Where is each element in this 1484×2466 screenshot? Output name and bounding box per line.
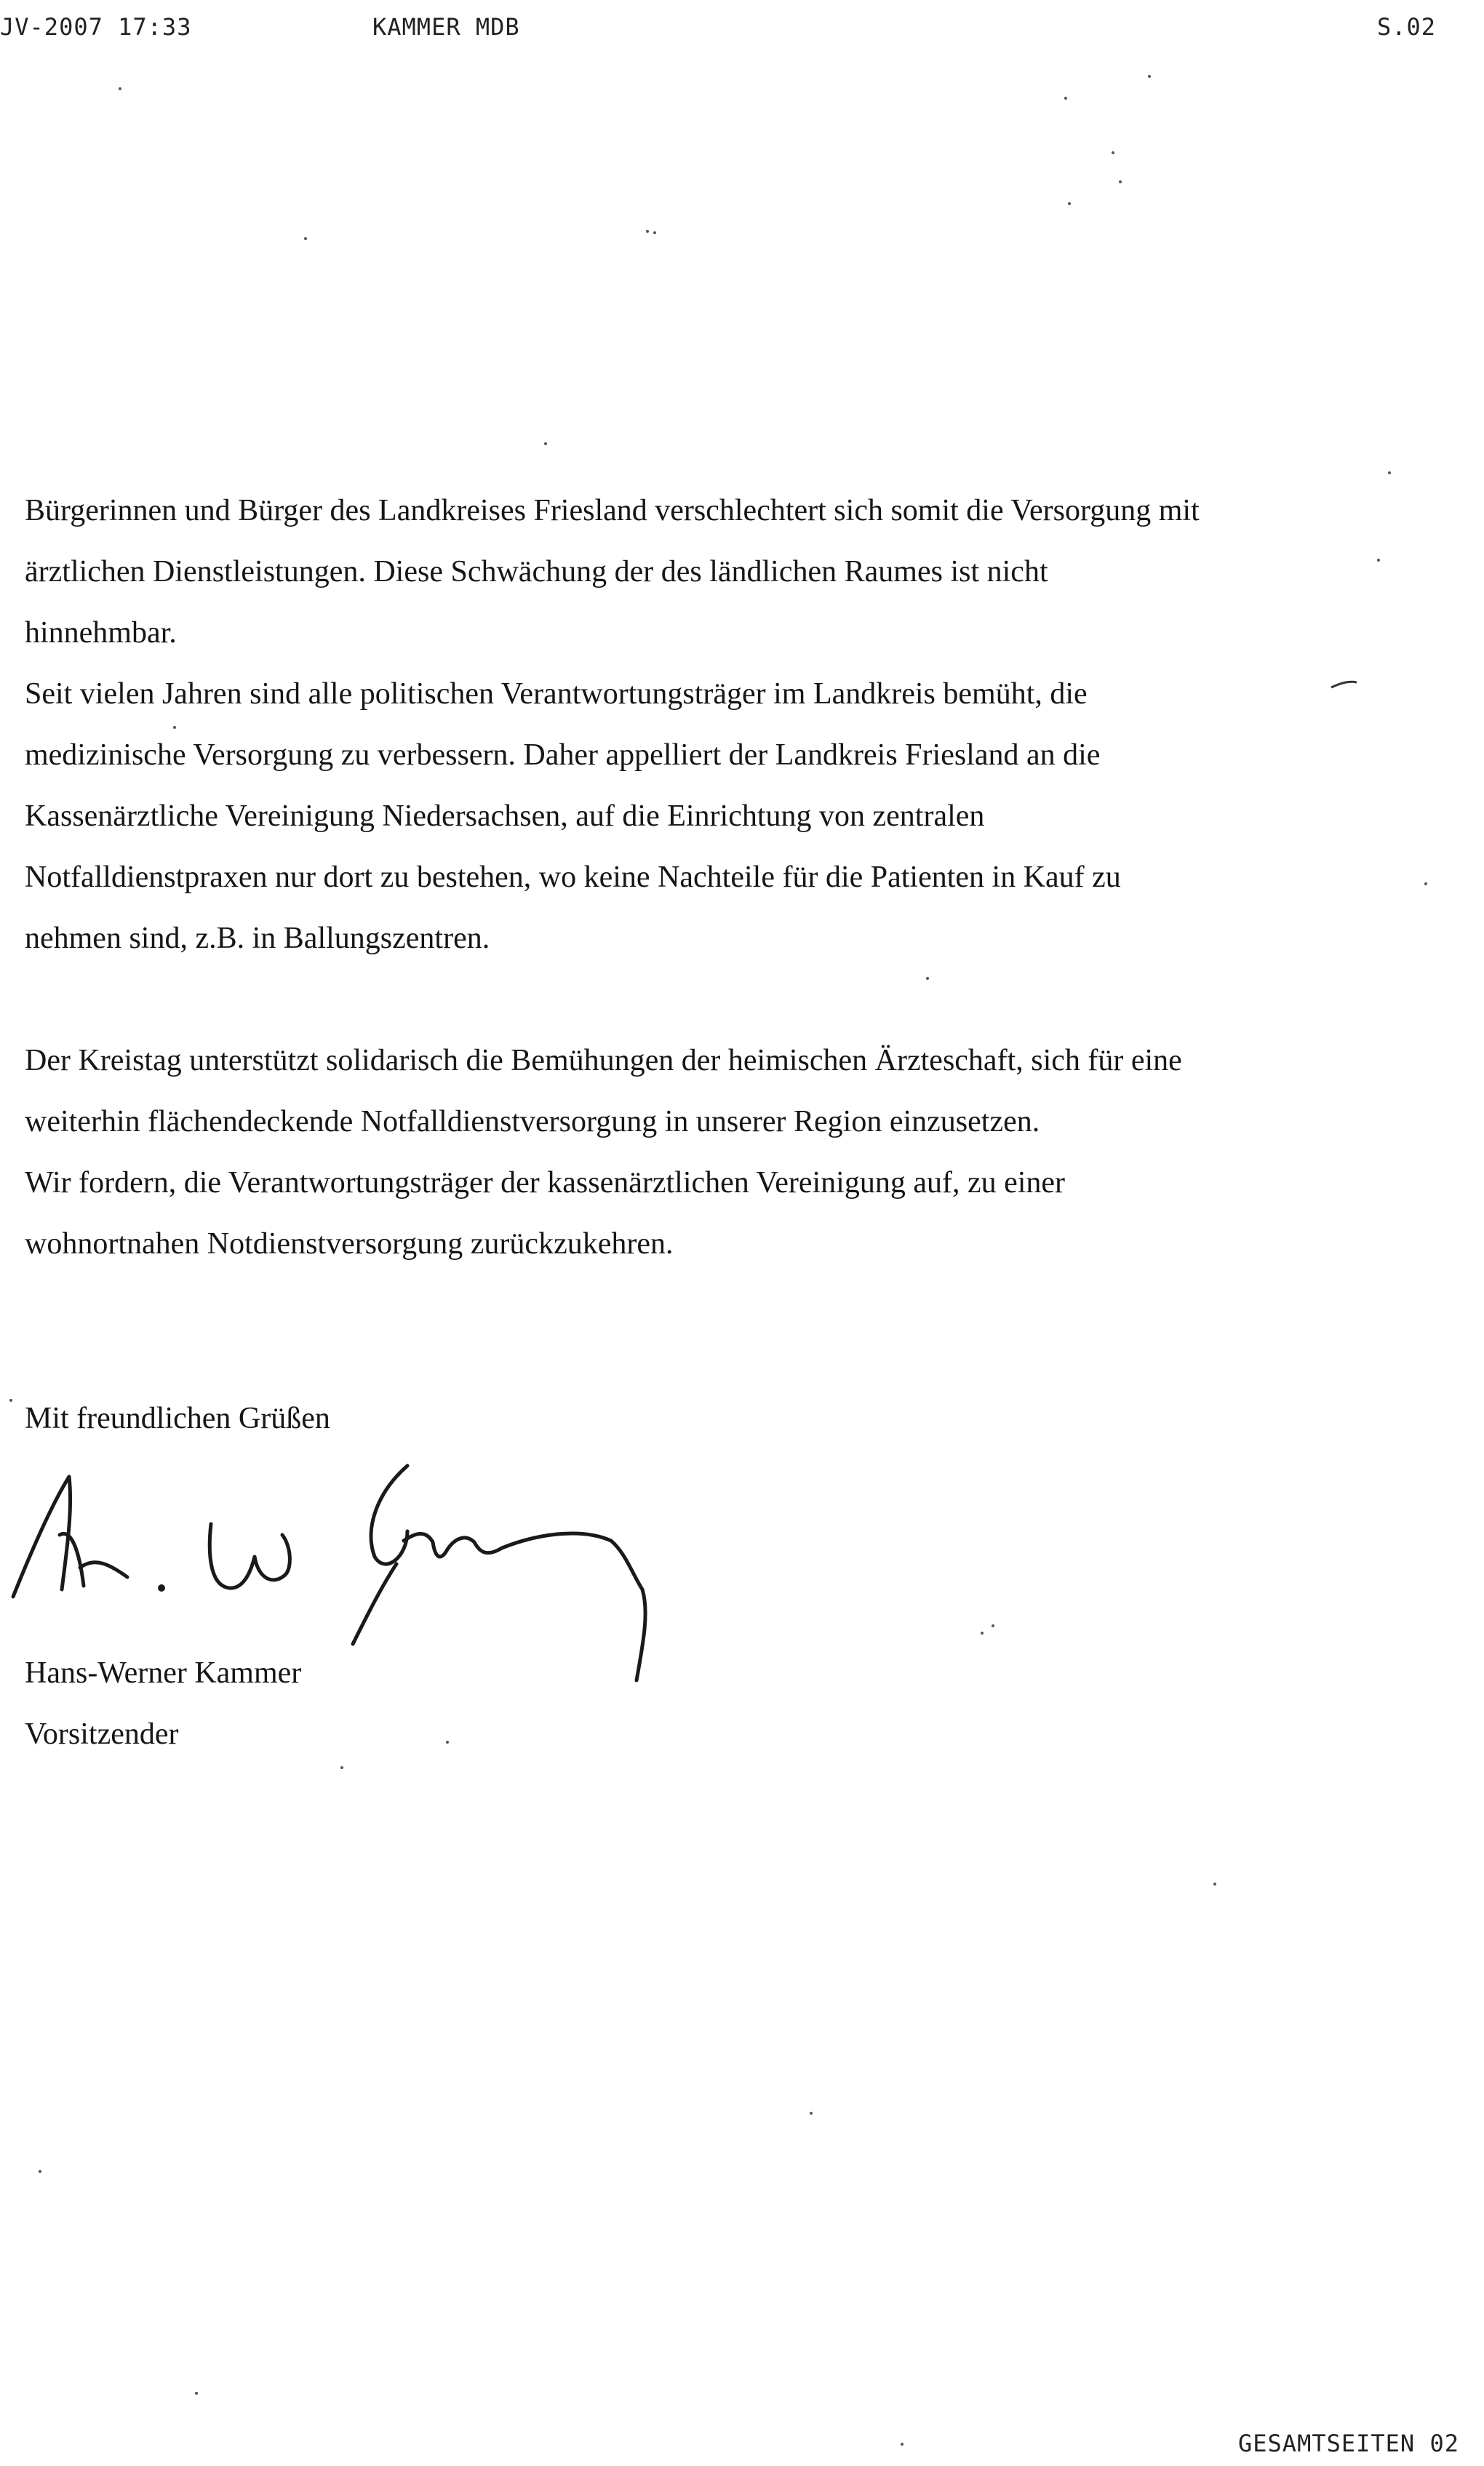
fax-header: [0, 13, 1484, 45]
letter-body: [25, 480, 1429, 1274]
letter-paragraph: Der Kreistag unterstützt solidarisch die Bemühungen der heimischen Ärzteschaft, sich für eine weiterhin flächendeckende Notfalldienstversorgung in unserer Region einzusetzen. Wir fordern, die Verantwortungsträger der kassenärztlichen Vereinigung auf, zu einer wohnortnahen Notdienstversorgung zurückzukehren.: [25, 1044, 1182, 1261]
fax-page-number: S.02: [1377, 13, 1437, 41]
signer-title: Vorsitzender: [25, 1717, 179, 1751]
signer-block: [25, 1643, 301, 1765]
letter-paragraph: Bürgerinnen und Bürger des Landkreises Friesland verschlechtert sich somit die Versorgung mit ärztlichen Dienstleistungen. Diese Schwächung der des ländlichen Raumes ist nicht hinnehmbar. Seit vielen Jahren sind alle politischen Verantwortungsträger im Landkreis bemüht, die medizinische Versorgung zu verbessern. Daher appelliert der Landkreis Friesland an die Kassenärztliche Vereinigung Niedersachsen, auf die Einrichtung von zentralen Notfalldienstpraxen nur dort zu bestehen, wo keine Nachteile für die Patienten in Kauf zu nehmen sind, z.B. in Ballungszentren.: [25, 494, 1200, 955]
paragraph-spacer: [25, 969, 1429, 1030]
fax-sender: KAMMER MDB: [372, 13, 520, 41]
fax-datetime: JV-2007 17:33: [0, 13, 192, 41]
fax-total-pages: GESAMTSEITEN 02: [1238, 2430, 1459, 2457]
signer-name: Hans-Werner Kammer: [25, 1656, 302, 1690]
letter-closing: Mit freundlichen Grüßen: [25, 1402, 330, 1435]
